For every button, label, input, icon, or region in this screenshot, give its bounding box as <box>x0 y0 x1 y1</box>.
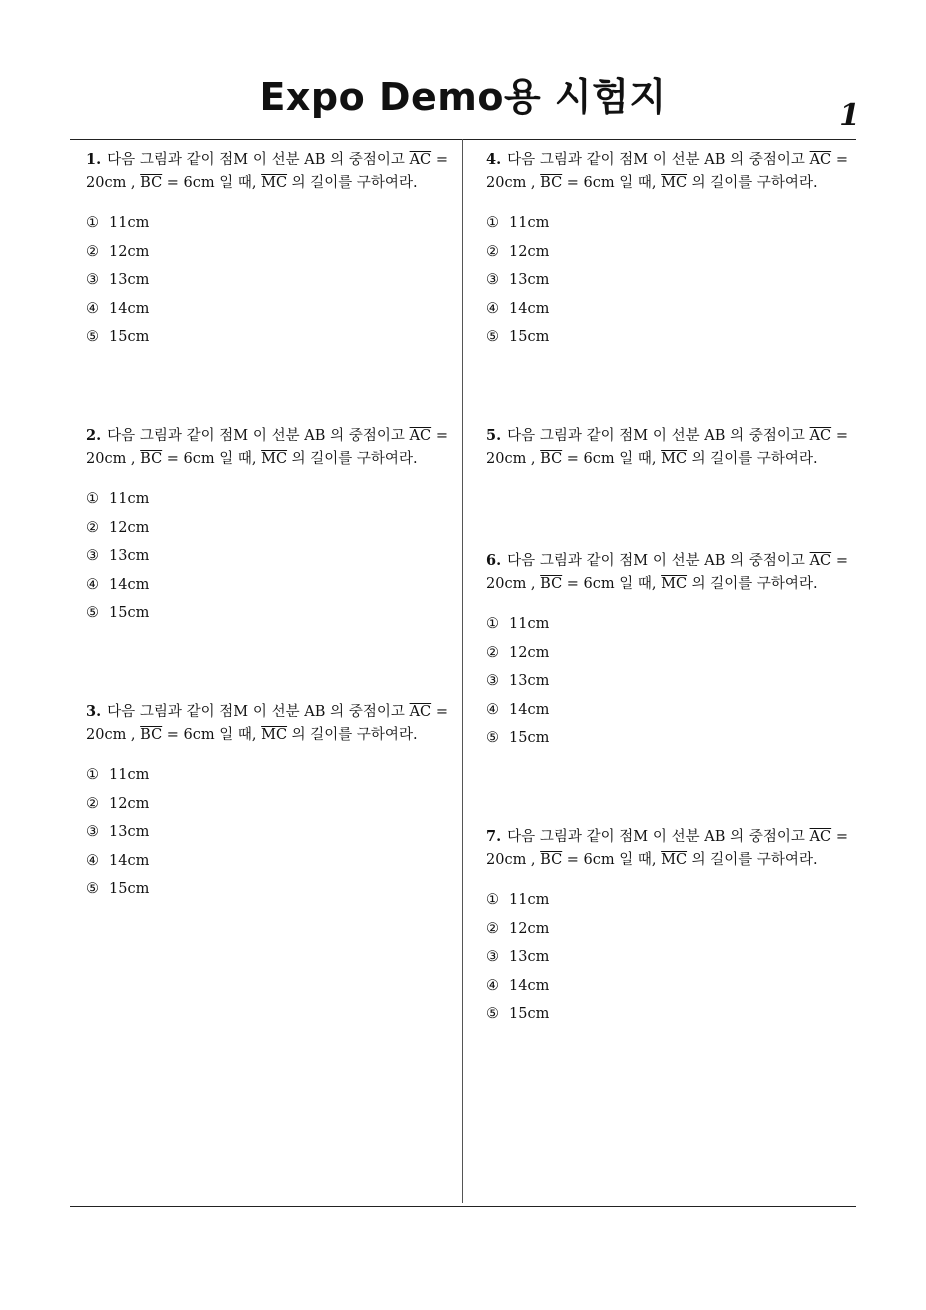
choice-list <box>86 761 448 904</box>
question-text: 4. 다음 그림과 같이 점M 이 선분 AB 의 중점이고 $\overline{AC} = 20cm$ , $\overline{BC} = 6cm$ 일 때, $\overline{MC}$ 의 길이를 구하여라. <box>486 151 848 191</box>
choice-text: 15cm <box>509 329 550 346</box>
choice-1[interactable] <box>486 886 848 915</box>
page-title: Expo Demo용 시험지 <box>259 75 667 119</box>
choice-3[interactable] <box>86 818 448 847</box>
choice-mark: ⑤ <box>86 605 99 622</box>
choice-list <box>86 209 448 352</box>
choice-mark: ⑤ <box>486 730 499 747</box>
choice-mark: ③ <box>486 673 499 690</box>
choice-text: 15cm <box>109 881 150 898</box>
choice-mark: ③ <box>86 548 99 565</box>
choice-mark: ⑤ <box>86 881 99 898</box>
choice-4[interactable] <box>486 696 848 725</box>
choice-mark: ④ <box>486 977 499 994</box>
choice-text: 15cm <box>509 730 550 747</box>
choice-text: 12cm <box>509 243 550 260</box>
choice-mark: ① <box>486 891 499 908</box>
choice-text: 13cm <box>509 673 550 690</box>
choice-4[interactable] <box>86 847 448 876</box>
question-3 <box>86 700 448 904</box>
choice-text: 13cm <box>509 272 550 289</box>
choice-5[interactable] <box>86 599 448 628</box>
segment-mc: $\overline{MC}$ <box>661 175 688 191</box>
segment-bc: $\overline{BC}$ <box>140 450 163 467</box>
choice-text: 12cm <box>509 644 550 661</box>
question-1 <box>86 148 448 352</box>
choice-2[interactable] <box>486 238 848 267</box>
choice-mark: ④ <box>86 852 99 869</box>
choice-mark: ③ <box>486 949 499 966</box>
choice-mark: ⑤ <box>486 329 499 346</box>
choice-text: 13cm <box>509 949 550 966</box>
choice-4[interactable] <box>486 972 848 1001</box>
question-number: 4. <box>486 151 502 168</box>
segment-ac: $\overline{AC}$ <box>409 152 432 168</box>
choice-text: 12cm <box>109 519 150 536</box>
choice-text: 15cm <box>109 605 150 622</box>
choice-mark: ① <box>86 215 99 231</box>
choice-text: 14cm <box>109 576 150 593</box>
choice-mark: ① <box>486 215 499 231</box>
choice-text: 14cm <box>109 300 150 317</box>
choice-text: 14cm <box>109 852 150 869</box>
question-number: 5. <box>486 426 502 444</box>
choice-text: 13cm <box>109 548 150 565</box>
question-text: 1. 다음 그림과 같이 점M 이 선분 AB 의 중점이고 $\overline{AC} = 20cm$ , $\overline{BC} = 6cm$ 일 때, $\overline{MC}$ 의 길이를 구하여라. <box>86 151 448 191</box>
choice-text: 11cm <box>109 215 150 231</box>
segment-bc: $\overline{BC}$ <box>140 726 163 743</box>
choice-mark: ① <box>486 615 499 632</box>
question-text: 5. 다음 그림과 같이 점M 이 선분 AB 의 중점이고 $\overline{AC} = 20cm$ , $\overline{BC} = 6cm$ 일 때, $\overline{MC}$ 의 길이를 구하여라. <box>486 426 848 467</box>
choice-mark: ② <box>86 243 99 260</box>
choice-mark: ③ <box>486 272 499 289</box>
segment-mc: $\overline{MC}$ <box>261 450 288 467</box>
choice-text: 13cm <box>109 824 150 841</box>
choice-1[interactable] <box>86 761 448 790</box>
choice-4[interactable] <box>86 571 448 600</box>
header-rule <box>70 139 856 140</box>
segment-ac: $\overline{AC}$ <box>809 427 832 444</box>
choice-1[interactable] <box>86 209 448 238</box>
question-text: 3. 다음 그림과 같이 점M 이 선분 AB 의 중점이고 $\overline{AC} = 20cm$ , $\overline{BC} = 6cm$ 일 때, $\overline{MC}$ 의 길이를 구하여라. <box>86 702 448 743</box>
choice-text: 12cm <box>509 920 550 937</box>
choice-mark: ⑤ <box>486 1006 499 1023</box>
choice-text: 11cm <box>509 615 550 632</box>
choice-text: 11cm <box>109 490 150 507</box>
segment-mc: $\overline{MC}$ <box>261 175 288 191</box>
segment-ac: $\overline{AC}$ <box>809 828 832 845</box>
choice-3[interactable] <box>86 266 448 295</box>
question-number: 7. <box>486 827 502 845</box>
footer-rule <box>70 1206 856 1207</box>
choice-5[interactable] <box>486 323 848 352</box>
choice-2[interactable] <box>486 639 848 668</box>
choice-text: 12cm <box>109 243 150 260</box>
choice-mark: ② <box>86 519 99 536</box>
choice-mark: ① <box>86 766 99 783</box>
choice-3[interactable] <box>86 542 448 571</box>
question-text: 6. 다음 그림과 같이 점M 이 선분 AB 의 중점이고 $\overline{AC} = 20cm$ , $\overline{BC} = 6cm$ 일 때, $\overline{MC}$ 의 길이를 구하여라. <box>486 551 848 592</box>
question-7 <box>486 825 848 1029</box>
choice-4[interactable] <box>86 295 448 324</box>
page-number: 1 <box>839 98 860 133</box>
segment-mc: $\overline{MC}$ <box>661 575 688 592</box>
choice-2[interactable] <box>486 915 848 944</box>
choice-5[interactable] <box>486 724 848 753</box>
choice-mark: ④ <box>486 300 499 317</box>
question-2 <box>86 424 448 628</box>
choice-3[interactable] <box>486 266 848 295</box>
choice-mark: ③ <box>86 272 99 289</box>
choice-text: 11cm <box>109 766 150 783</box>
choice-list <box>486 610 848 753</box>
question-text: 7. 다음 그림과 같이 점M 이 선분 AB 의 중점이고 $\overline{AC} = 20cm$ , $\overline{BC} = 6cm$ 일 때, $\overline{MC}$ 의 길이를 구하여라. <box>486 827 848 868</box>
choice-mark: ④ <box>86 300 99 317</box>
choice-5[interactable] <box>486 1000 848 1029</box>
question-number: 1. <box>86 151 102 168</box>
choice-1[interactable] <box>486 610 848 639</box>
column-divider <box>462 139 463 1203</box>
segment-mc: $\overline{MC}$ <box>661 450 688 467</box>
choice-mark: ④ <box>486 701 499 718</box>
question-text: 2. 다음 그림과 같이 점M 이 선분 AB 의 중점이고 $\overline{AC} = 20cm$ , $\overline{BC} = 6cm$ 일 때, $\overline{MC}$ 의 길이를 구하여라. <box>86 426 448 467</box>
choice-list <box>86 485 448 628</box>
segment-mc: $\overline{MC}$ <box>661 851 688 868</box>
choice-5[interactable] <box>86 875 448 904</box>
choice-mark: ③ <box>86 824 99 841</box>
choice-text: 14cm <box>509 977 550 994</box>
choice-text: 13cm <box>109 272 150 289</box>
choice-4[interactable] <box>486 295 848 324</box>
question-6 <box>486 549 848 753</box>
segment-ac: $\overline{AC}$ <box>409 703 432 720</box>
segment-bc: $\overline{BC}$ <box>540 450 563 467</box>
choice-mark: ⑤ <box>86 329 99 346</box>
choice-list <box>486 886 848 1029</box>
choice-list <box>486 209 848 352</box>
choice-2[interactable] <box>86 514 448 543</box>
segment-bc: $\overline{BC}$ <box>140 175 163 191</box>
choice-text: 11cm <box>509 215 550 231</box>
segment-ac: $\overline{AC}$ <box>809 152 832 168</box>
segment-bc: $\overline{BC}$ <box>540 575 563 592</box>
question-number: 6. <box>486 551 502 569</box>
choice-3[interactable] <box>486 943 848 972</box>
choice-1[interactable] <box>86 485 448 514</box>
choice-mark: ① <box>86 490 99 507</box>
choice-mark: ② <box>486 243 499 260</box>
choice-mark: ② <box>486 644 499 661</box>
choice-text: 11cm <box>509 891 550 908</box>
choice-text: 14cm <box>509 300 550 317</box>
choice-text: 15cm <box>109 329 150 346</box>
right-column <box>486 148 848 1029</box>
question-number: 2. <box>86 426 102 444</box>
left-column <box>86 148 448 904</box>
choice-mark: ② <box>486 920 499 937</box>
choice-mark: ② <box>86 795 99 812</box>
choice-3[interactable] <box>486 667 848 696</box>
segment-mc: $\overline{MC}$ <box>261 726 288 743</box>
question-number: 3. <box>86 702 102 720</box>
choice-1[interactable] <box>486 209 848 238</box>
choice-5[interactable] <box>86 323 448 352</box>
choice-2[interactable] <box>86 238 448 267</box>
choice-text: 15cm <box>509 1006 550 1023</box>
segment-ac: $\overline{AC}$ <box>809 552 832 569</box>
question-5 <box>486 424 848 471</box>
choice-text: 14cm <box>509 701 550 718</box>
choice-mark: ④ <box>86 576 99 593</box>
segment-bc: $\overline{BC}$ <box>540 851 563 868</box>
choice-2[interactable] <box>86 790 448 819</box>
choice-text: 12cm <box>109 795 150 812</box>
segment-ac: $\overline{AC}$ <box>409 427 432 444</box>
segment-bc: $\overline{BC}$ <box>540 175 563 191</box>
question-4 <box>486 148 848 352</box>
